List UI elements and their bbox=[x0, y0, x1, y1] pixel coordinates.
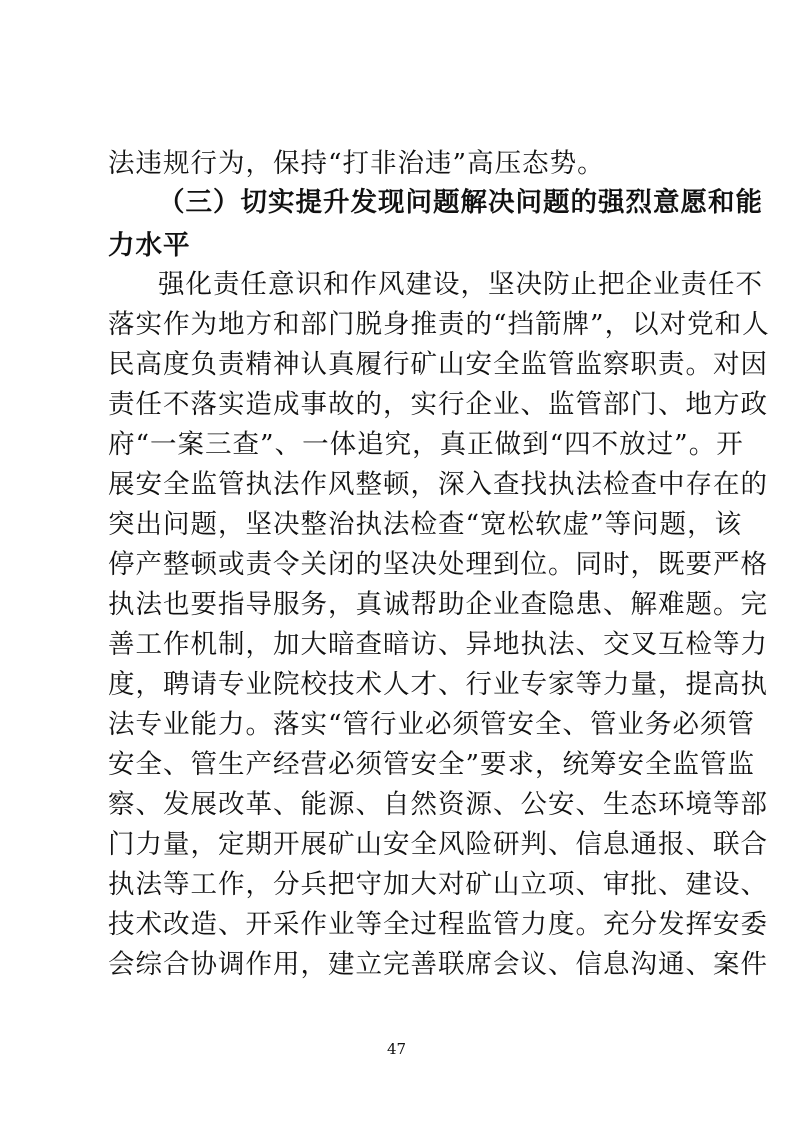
body-text-line: 府“一案三查”、一体追究，真正做到“四不放过”。开 bbox=[108, 429, 744, 460]
body-text-line: 执法也要指导服务，真诚帮助企业查隐患、解难题。完 bbox=[108, 589, 768, 620]
body-text-line: 落实作为地方和部门脱身推责的“挡箭牌”，以对党和人 bbox=[108, 309, 770, 340]
body-text-line: 察、发展改革、能源、自然资源、公安、生态环境等部 bbox=[108, 789, 768, 820]
body-text-line: 强化责任意识和作风建设，坚决防止把企业责任不 bbox=[158, 269, 763, 300]
body-text-line: 停产整顿或责令关闭的坚决处理到位。同时，既要严格 bbox=[108, 549, 768, 580]
body-text-line: 法专业能力。落实“管行业必须管安全、管业务必须管 bbox=[108, 709, 756, 740]
body-text-line: 民高度负责精神认真履行矿山安全监管监察职责。对因 bbox=[108, 349, 768, 380]
body-text-line: 展安全监管执法作风整顿，深入查找执法检查中存在的 bbox=[108, 469, 768, 500]
body-text-line: 法违规行为，保持“打非治违”高压态势。 bbox=[108, 148, 605, 179]
body-text-line: 度，聘请专业院校技术人才、行业专家等力量，提高执 bbox=[108, 669, 768, 700]
page-number: 47 bbox=[386, 1040, 407, 1058]
body-text-line: 责任不落实造成事故的，实行企业、监管部门、地方政 bbox=[108, 389, 768, 420]
body-text-line: 会综合协调作用，建立完善联席会议、信息沟通、案件 bbox=[108, 949, 768, 980]
body-text-line: 突出问题，坚决整治执法检查“宽松软虚”等问题，该 bbox=[108, 509, 743, 540]
body-text-line: 执法等工作，分兵把守加大对矿山立项、审批、建设、 bbox=[108, 869, 768, 900]
section-heading-line: （三）切实提升发现问题解决问题的强烈意愿和能 bbox=[158, 187, 763, 218]
body-text-line: 安全、管生产经营必须管安全”要求，统筹安全监管监 bbox=[108, 749, 756, 780]
body-text-line: 门力量，定期开展矿山安全风险研判、信息通报、联合 bbox=[108, 829, 768, 860]
body-text-line: 技术改造、开采作业等全过程监管力度。充分发挥安委 bbox=[108, 909, 768, 940]
section-heading-line: 力水平 bbox=[108, 230, 191, 261]
body-text-line: 善工作机制，加大暗查暗访、异地执法、交叉互检等力 bbox=[108, 629, 768, 660]
